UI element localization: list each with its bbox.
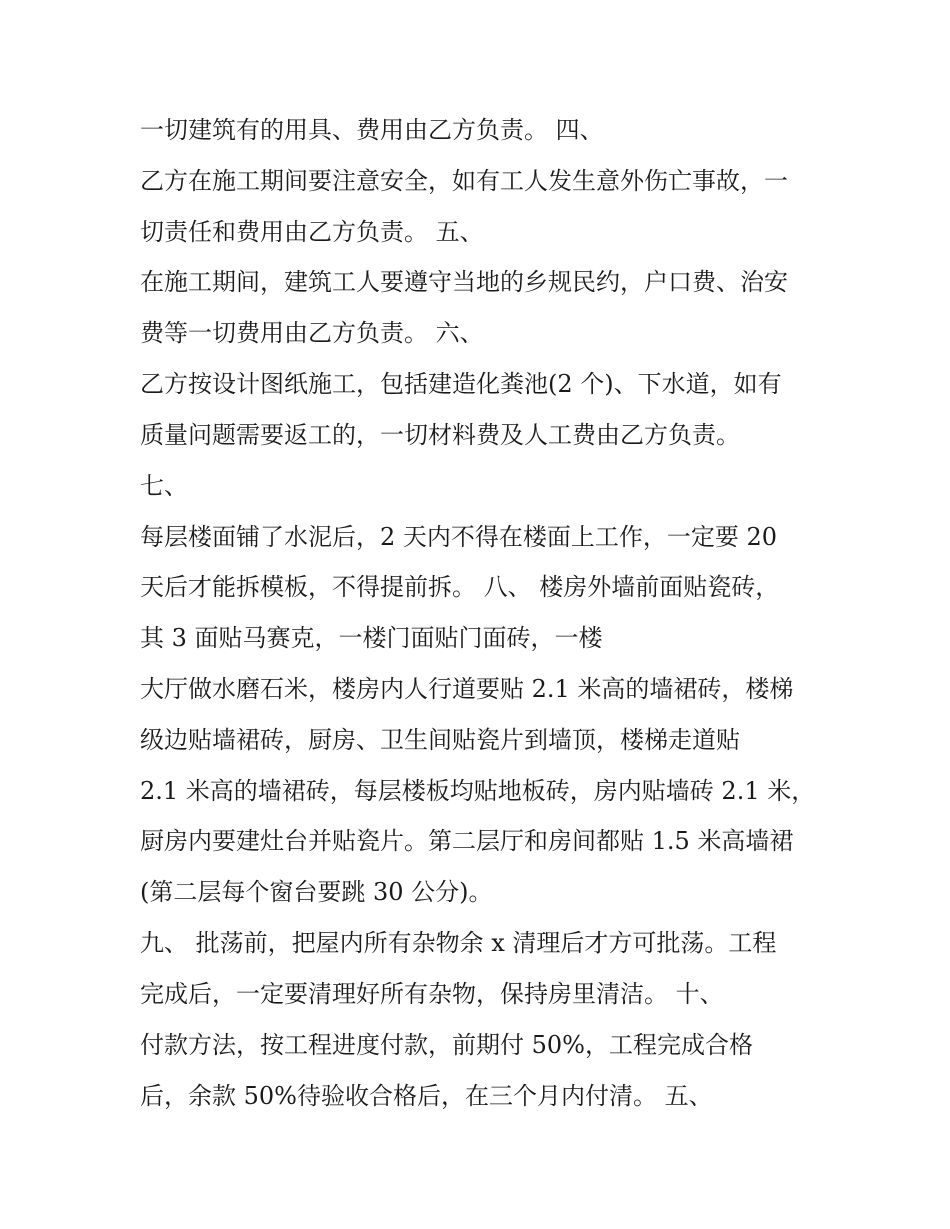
text-line-3: 切责任和费用由乙方负责。 五、: [140, 218, 484, 246]
text-line-5: 费等一切费用由乙方负责。 六、: [140, 319, 484, 347]
text-line-16: (第二层每个窗台要跳 30 公分)。: [140, 878, 493, 906]
text-line-8: 七、: [140, 472, 188, 500]
text-line-9: 每层楼面铺了水泥后，2 天内不得在楼面上工作，一定要 20: [140, 523, 778, 551]
text-line-4: 在施工期间，建筑工人要遵守当地的乡规民约，户口费、治安: [140, 268, 788, 296]
text-line-17: 九、 批荡前，把屋内所有杂物余 x 清理后才方可批荡。工程: [140, 929, 777, 957]
text-line-2: 乙方在施工期间要注意安全，如有工人发生意外伤亡事故，一: [140, 167, 788, 195]
text-line-7: 质量问题需要返工的，一切材料费及人工费由乙方负责。: [140, 421, 740, 449]
text-line-14: 2.1 米高的墙裙砖，每层楼板均贴地板砖，房内贴墙砖 2.1 米，: [140, 777, 816, 805]
text-line-13: 级边贴墙裙砖，厨房、卫生间贴瓷片到墙顶，楼梯走道贴: [140, 726, 740, 754]
text-line-18: 完成后，一定要清理好所有杂物，保持房里清洁。 十、: [140, 980, 724, 1008]
text-line-1: 一切建筑有的用具、费用由乙方负责。 四、: [140, 116, 604, 144]
text-line-20: 后，余款 50%待验收合格后，在三个月内付清。 五、: [140, 1082, 713, 1110]
text-line-12: 大厅做水磨石米，楼房内人行道要贴 2.1 米高的墙裙砖，楼梯: [140, 675, 794, 703]
text-line-19: 付款方法，按工程进度付款，前期付 50%，工程完成合格: [140, 1031, 753, 1059]
text-line-10: 天后才能拆模板，不得提前拆。 八、 楼房外墙前面贴瓷砖，: [140, 573, 780, 601]
text-line-6: 乙方按设计图纸施工，包括建造化粪池(2 个)、下水道，如有: [140, 370, 782, 398]
text-line-11: 其 3 面贴马赛克，一楼门面贴门面砖，一楼: [140, 624, 603, 652]
text-line-15: 厨房内要建灶台并贴瓷片。第二层厅和房间都贴 1.5 米高墙裙: [140, 827, 794, 855]
